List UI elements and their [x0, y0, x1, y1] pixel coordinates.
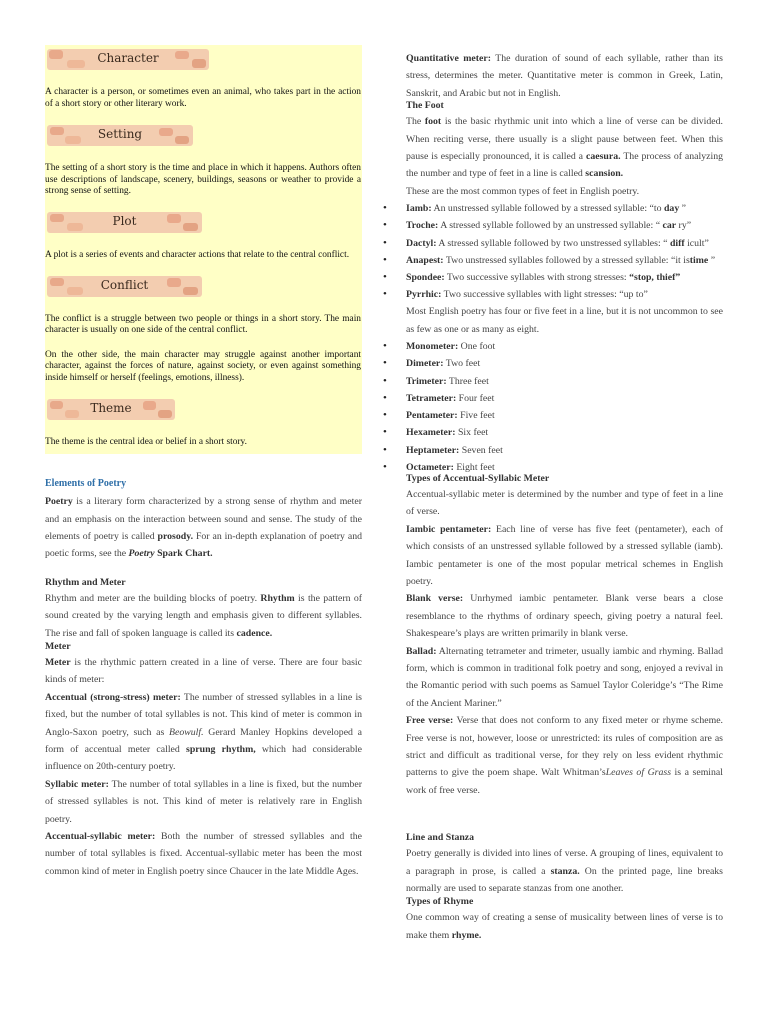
- accentual-syllabic-heading: Types of Accentual-Syllabic Meter: [406, 472, 550, 484]
- list-item: • Trimeter: Three feet: [383, 374, 489, 387]
- setting-banner: [47, 125, 193, 146]
- accentual-meter-paragraph: Accentual (strong-stress) meter: The number of stressed syllables in a line is fixed, but the number of total syllables is not. This kind of meter is common in Anglo-Saxon poetry, such as Beowulf. Gerard Manley Hopkins developed a form of accentual meter called sprung rhythm, which had considerable influence on 20th-century poetry.: [45, 691, 362, 773]
- list-item: • Spondee: Two successive syllables with strong stresses: “stop, thief”: [383, 271, 681, 284]
- rhythm-paragraph: Rhythm and meter are the building blocks of poetry. Rhythm is the pattern of sound created by the varying length and emphasis given to different syllables. The rise and fall of spoken language is called its cadence.: [45, 592, 362, 639]
- poetry-paragraph: Poetry is a literary form characterized by a strong sense of rhythm and meter and an emphasis on the interaction between sound and sense. The study of the elements of poetry is called prosody. For an in-depth explanation of poetry and poetic forms, see the Poetry Spark Chart.: [45, 496, 362, 560]
- plot-text: A plot is a series of events and character actions that relate to the central conflict.: [45, 249, 350, 260]
- conflict-text-2: On the other side, the main character may struggle against another important character, against the forces of nature, against society, or even against something inside himself or herself (feelings, emotions, illness).: [45, 349, 361, 383]
- foot-types-list: [383, 200, 723, 303]
- list-item: • Pyrrhic: Two successive syllables with light stresses: “up to”: [383, 288, 648, 301]
- rhythm-heading: Rhythm and Meter: [45, 576, 126, 588]
- ballad-paragraph: Ballad: Alternating tetrameter and trimeter, usually iambic and rhyming. Ballad form, which is common in traditional folk poetry and song, enjoyed a revival in the Romantic period with such poems as Samuel Taylor Coleridge’s “The Rime of the Ancient Mariner.”: [406, 645, 723, 709]
- rhyme-paragraph: One common way of creating a sense of musicality between lines of verse is to make them rhyme.: [406, 912, 723, 941]
- list-item: • Troche: A stressed syllable followed by an unstressed syllable: “ car ry”: [383, 219, 692, 232]
- foot-heading: The Foot: [406, 100, 444, 112]
- iambic-pentameter-paragraph: Iambic pentameter: Each line of verse has five feet (pentameter), each of which consists of an unstressed syllable followed by a stressed syllable (iamb). Iambic pentameter is one of the most popular metrical schemes in English poetry.: [406, 523, 723, 587]
- meter-heading: Meter: [45, 640, 71, 652]
- plot-banner: [47, 212, 202, 233]
- stanza-paragraph: Poetry generally is divided into lines of verse. A grouping of lines, equivalent to a paragraph in prose, is called a stanza. On the printed page, line breaks normally are used to separate stanzas from one another.: [406, 848, 723, 895]
- character-title: Character: [97, 51, 159, 65]
- conflict-title: Conflict: [100, 277, 149, 292]
- foot-types-intro: These are the most common types of feet in English poetry.: [406, 185, 640, 197]
- right-column: [383, 50, 724, 944]
- list-item: • Anapest: Two unstressed syllables followed by a stressed syllable: “it istime ”: [383, 253, 716, 266]
- theme-text: The theme is the central idea or belief in a short story.: [45, 436, 247, 447]
- setting-text: The setting of a short story is the time and place in which it happens. Authors often use descriptions of landscape, scenery, buildings, seasons or weather to provide a strong sense of setting.: [45, 163, 361, 197]
- list-item: • Tetrameter: Four feet: [383, 391, 495, 404]
- rhyme-heading: Types of Rhyme: [406, 896, 474, 908]
- list-item: • Iamb: An unstressed syllable followed by a stressed syllable: “to day ”: [383, 202, 687, 215]
- elements-heading: Elements of Poetry: [45, 478, 127, 490]
- quantitative-meter-paragraph: Quantitative meter: The duration of sound of each syllable, rather than its stress, determines the meter. Quantitative meter is common in Greek, Latin, Sanskrit, and Arabic but not in English.: [406, 53, 723, 99]
- meter-paragraph: Meter is the rhythmic pattern created in a line of verse. There are four basic kinds of meter:: [45, 656, 362, 686]
- line-stanza-heading: Line and Stanza: [406, 832, 475, 844]
- feet-count-list: [383, 338, 723, 476]
- list-item: • Hexameter: Six feet: [383, 426, 489, 439]
- syllabic-meter-paragraph: Syllabic meter: The number of total syllables in a line is fixed, but the number of stressed syllables is not. This kind of meter is relatively rare in English poetry.: [45, 778, 362, 825]
- accentual-syllabic-paragraph: Accentual-syllabic meter: Both the number of stressed syllables and the number of total syllables is fixed. Accentual-syllabic meter has been the most common kind of meter in English poetry since Chaucer in the late Middle Ages.: [45, 831, 362, 877]
- character-text: A character is a person, or sometimes even an animal, who takes part in the action of a short story or other literary work.: [45, 87, 361, 109]
- theme-banner: [47, 399, 175, 420]
- accentual-syllabic-intro: Accentual-syllabic meter is determined by the number and type of feet in a line of verse.: [406, 488, 723, 518]
- left-column: [45, 45, 362, 880]
- list-item: • Heptameter: Seven feet: [383, 443, 503, 456]
- setting-title: Setting: [97, 127, 143, 142]
- list-item: • Octameter: Eight feet: [383, 460, 495, 473]
- theme-title: Theme: [90, 400, 132, 415]
- list-item: • Pentameter: Five feet: [383, 409, 495, 422]
- character-banner: [47, 49, 209, 70]
- feet-count-intro: Most English poetry has four or five feet in a line, but it is not uncommon to see as few as one or as many as eight.: [406, 306, 723, 335]
- list-item: • Dimeter: Two feet: [383, 357, 481, 370]
- plot-title: Plot: [112, 213, 137, 228]
- list-item: • Dactyl: A stressed syllable followed by two unstressed syllables: “ diff icult”: [383, 236, 709, 249]
- free-verse-paragraph: Free verse: Verse that does not conform to any fixed meter or rhyme scheme. Free verse is not, however, loose or unrestricted: its rules of composition are as strict and difficult as traditional verse, for they rely on less evident rhythmic patterns to give the poem shape. Walt Whitman’sLeaves of Grass is a seminal work of free verse.: [406, 715, 723, 796]
- short-story-elements-box: [45, 45, 362, 454]
- conflict-text-1: The conflict is a struggle between two people or things in a short story. The main character is usually on one side of the central conflict.: [45, 313, 361, 336]
- conflict-banner: [47, 276, 202, 297]
- blank-verse-paragraph: Blank verse: Unrhymed iambic pentameter. Blank verse bears a close resemblance to the rhythms of ordinary speech, giving poetry a natural feel. Shakespeare’s plays are written primarily in blank verse.: [406, 593, 723, 640]
- list-item: • Monometer: One foot: [383, 340, 496, 353]
- foot-paragraph: The foot is the basic rhythmic unit into which a line of verse can be divided. When reciting verse, there usually is a slight pause between feet. When this pause is especially pronounced, it is called a caesura. The process of analyzing the number and type of feet in a line is called scansion.: [406, 116, 724, 180]
